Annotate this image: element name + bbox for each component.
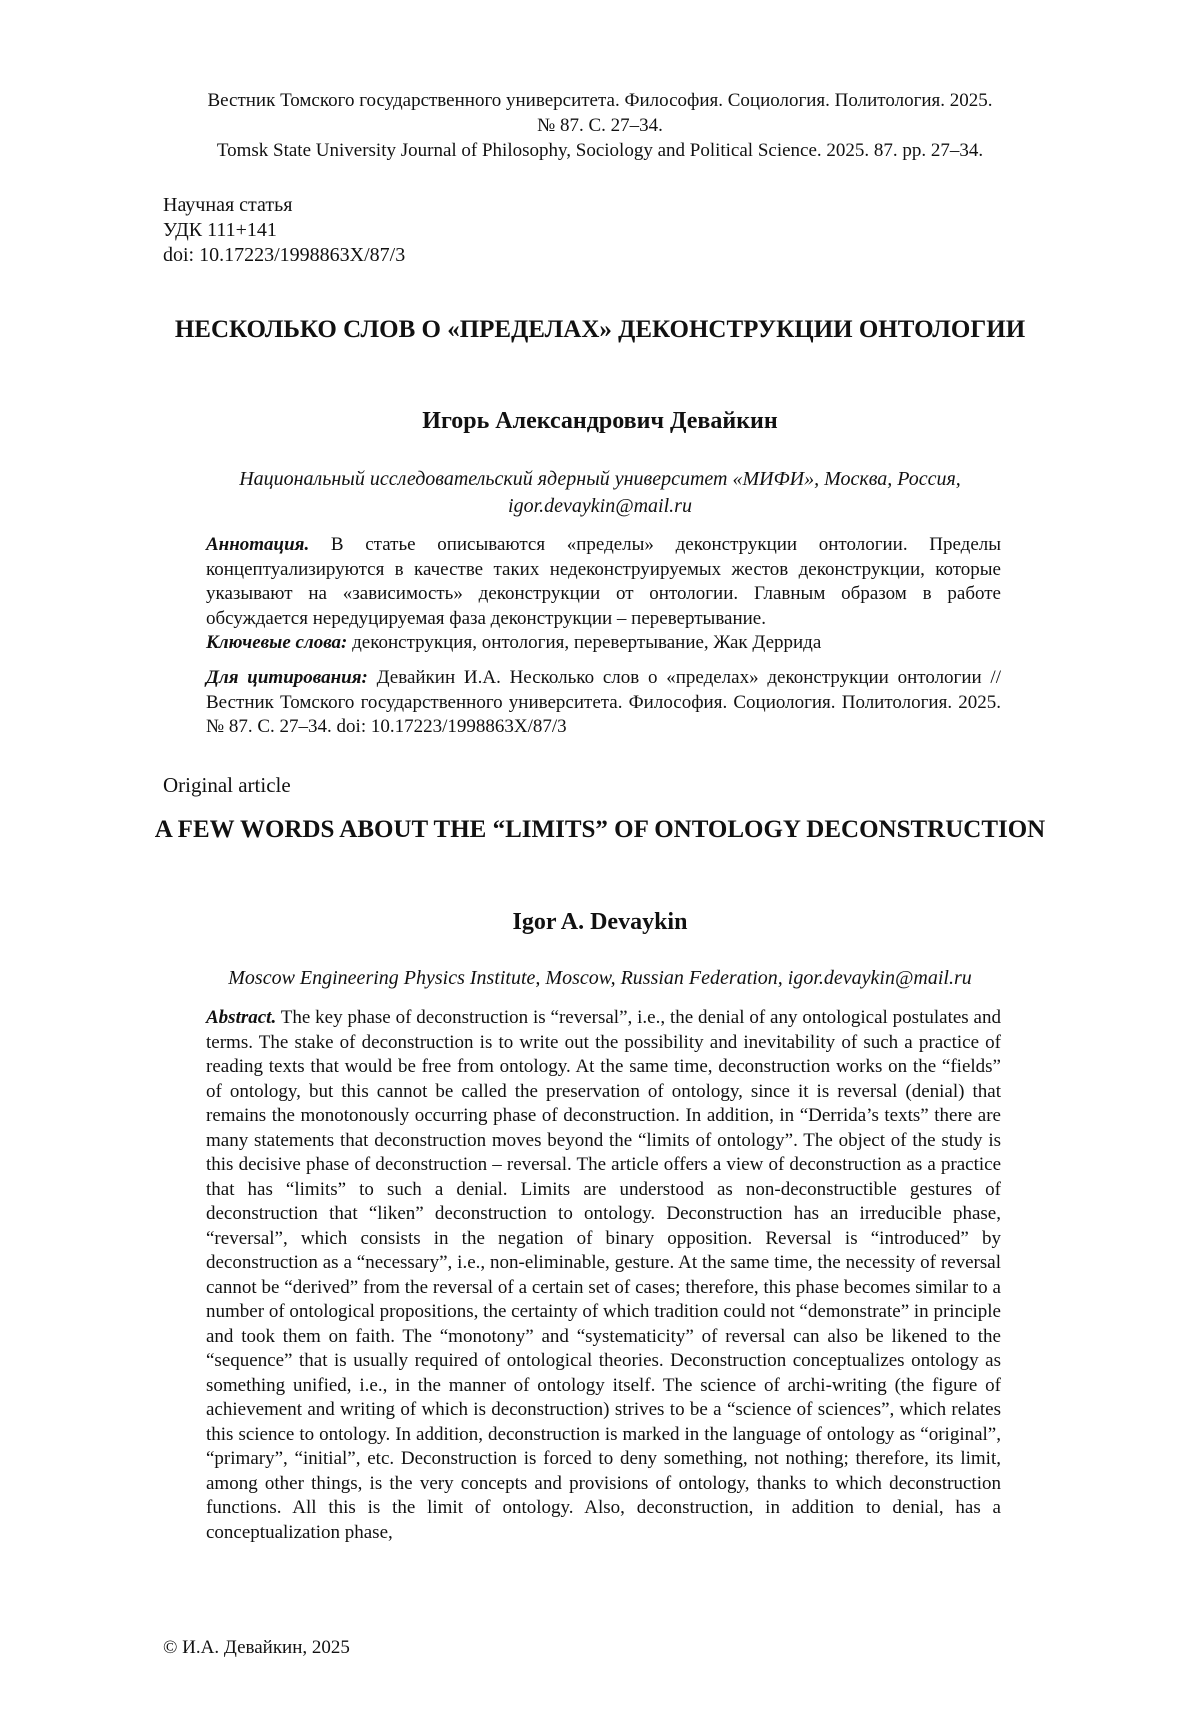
journal-ru-line1: Вестник Томского государственного университета. Философия. Социология. Политология. 2025. — [207, 90, 993, 111]
copyright: © И.А. Девайкин, 2025 — [163, 1637, 350, 1658]
ru-affiliation-text: Национальный исследовательский ядерный университет «МИФИ», Москва, Россия, — [239, 468, 961, 490]
ru-keywords-text: деконструкция, онтология, перевертывание, Жак Деррида — [352, 632, 822, 653]
ru-abstract-label: Аннотация. — [206, 534, 310, 555]
journal-header — [150, 88, 1050, 163]
ru-citation — [206, 666, 1001, 740]
en-abstract — [206, 1006, 1001, 1545]
ru-citation-text: Девайкин И.А. Несколько слов о «пределах» деконструкции онтологии // Вестник Томского государственного университета. Философия. Социология. Политология. 2025. № 87. С. 27–34. doi: 10.17223/1998863Х/87/3 — [206, 667, 1001, 737]
article-type-ru: Научная статья — [163, 194, 293, 216]
ru-keywords-label: Ключевые слова: — [206, 632, 348, 653]
ru-author: Игорь Александрович Девайкин — [422, 408, 778, 434]
ru-abstract-block — [206, 533, 1001, 656]
ru-email: igor.devaykin@mail.ru — [508, 495, 692, 517]
ru-keywords — [206, 631, 1001, 656]
en-abstract-label: Abstract. — [206, 1007, 277, 1028]
ru-title: НЕСКОЛЬКО СЛОВ О «ПРЕДЕЛАХ» ДЕКОНСТРУКЦИИ ОНТОЛОГИИ — [174, 316, 1026, 343]
ru-abstract-text: В статье описываются «пределы» деконструкции онтологии. Пределы концептуализируются в качестве таких недеконструируемых жестов деконструкции, которые указывают на «зависимость» деконструкции от онтологии. Главным образом в работе обсуждается нередуцируемая фаза деконструкции – перевертывание. — [206, 534, 1002, 629]
udc-code: УДК 111+141 — [163, 219, 277, 241]
en-affiliation: Moscow Engineering Physics Institute, Moscow, Russian Federation, igor.devaykin@mail.ru — [228, 967, 972, 989]
ru-citation-label: Для цитирования: — [206, 667, 368, 688]
en-article-type: Original article — [163, 773, 291, 797]
ru-affiliation — [150, 466, 1050, 520]
article-meta — [163, 193, 405, 268]
journal-en-line: Tomsk State University Journal of Philosophy, Sociology and Political Science. 2025. 87. pp. 27–34. — [216, 140, 984, 161]
ru-abstract — [206, 533, 1001, 631]
en-abstract-text: The key phase of deconstruction is “reversal”, i.e., the denial of any ontological postulates and terms. The stake of deconstruction is to write out the possibility and inevitability of such a practice of reading texts that would be free from ontology. At the same time, deconstruction works on the “fields” of ontology, but this cannot be called the preservation of ontology, since it is reversal (denial) that remains the monotonously occurring phase of deconstruction. In addition, in “Derrida’s texts” there are many statements that deconstruction moves beyond the “limits of ontology”. The object of the study is this decisive phase of deconstruction – reversal. The article offers a view of deconstruction as a practice that has “limits” to such a denial. Limits are understood as non-deconstructible gestures of deconstruction that “liken” deconstruction to ontology. Deconstruction has an irreducible phase, “reversal”, which consists in the negation of binary opposition. Reversal is “introduced” by deconstruction as a “necessary”, i.e., non-eliminable, gesture. At the same time, the necessity of reversal cannot be “derived” from the reversal of a certain set of cases; therefore, this phase becomes similar to a number of ontological propositions, the certainty of which tradition could not “demonstrate” in principle and took them on faith. The “monotony” and “systematicity” of reversal can also be likened to the “sequence” that is usually required of ontological theories. Deconstruction conceptualizes ontology as something unified, i.e., in the manner of ontology itself. The science of archi-writing (the figure of achievement and writing of which is deconstruction) strives to be a “science of sciences”, which relates this science to ontology. In addition, deconstruction is marked in the language of ontology as “original”, “primary”, “initial”, etc. Deconstruction is forced to deny something, not nothing; therefore, its limit, among other things, is the very concepts and provisions of ontology, thanks to which deconstruction functions. All this is the limit of ontology. Also, deconstruction, in addition to denial, has a conceptualization phase, — [206, 1007, 1001, 1543]
en-author: Igor A. Devaykin — [512, 909, 688, 935]
doi: doi: 10.17223/1998863Х/87/3 — [163, 244, 406, 266]
journal-ru-line2: № 87. С. 27–34. — [537, 115, 663, 136]
en-title: A FEW WORDS ABOUT THE “LIMITS” OF ONTOLOGY DECONSTRUCTION — [154, 816, 1046, 843]
